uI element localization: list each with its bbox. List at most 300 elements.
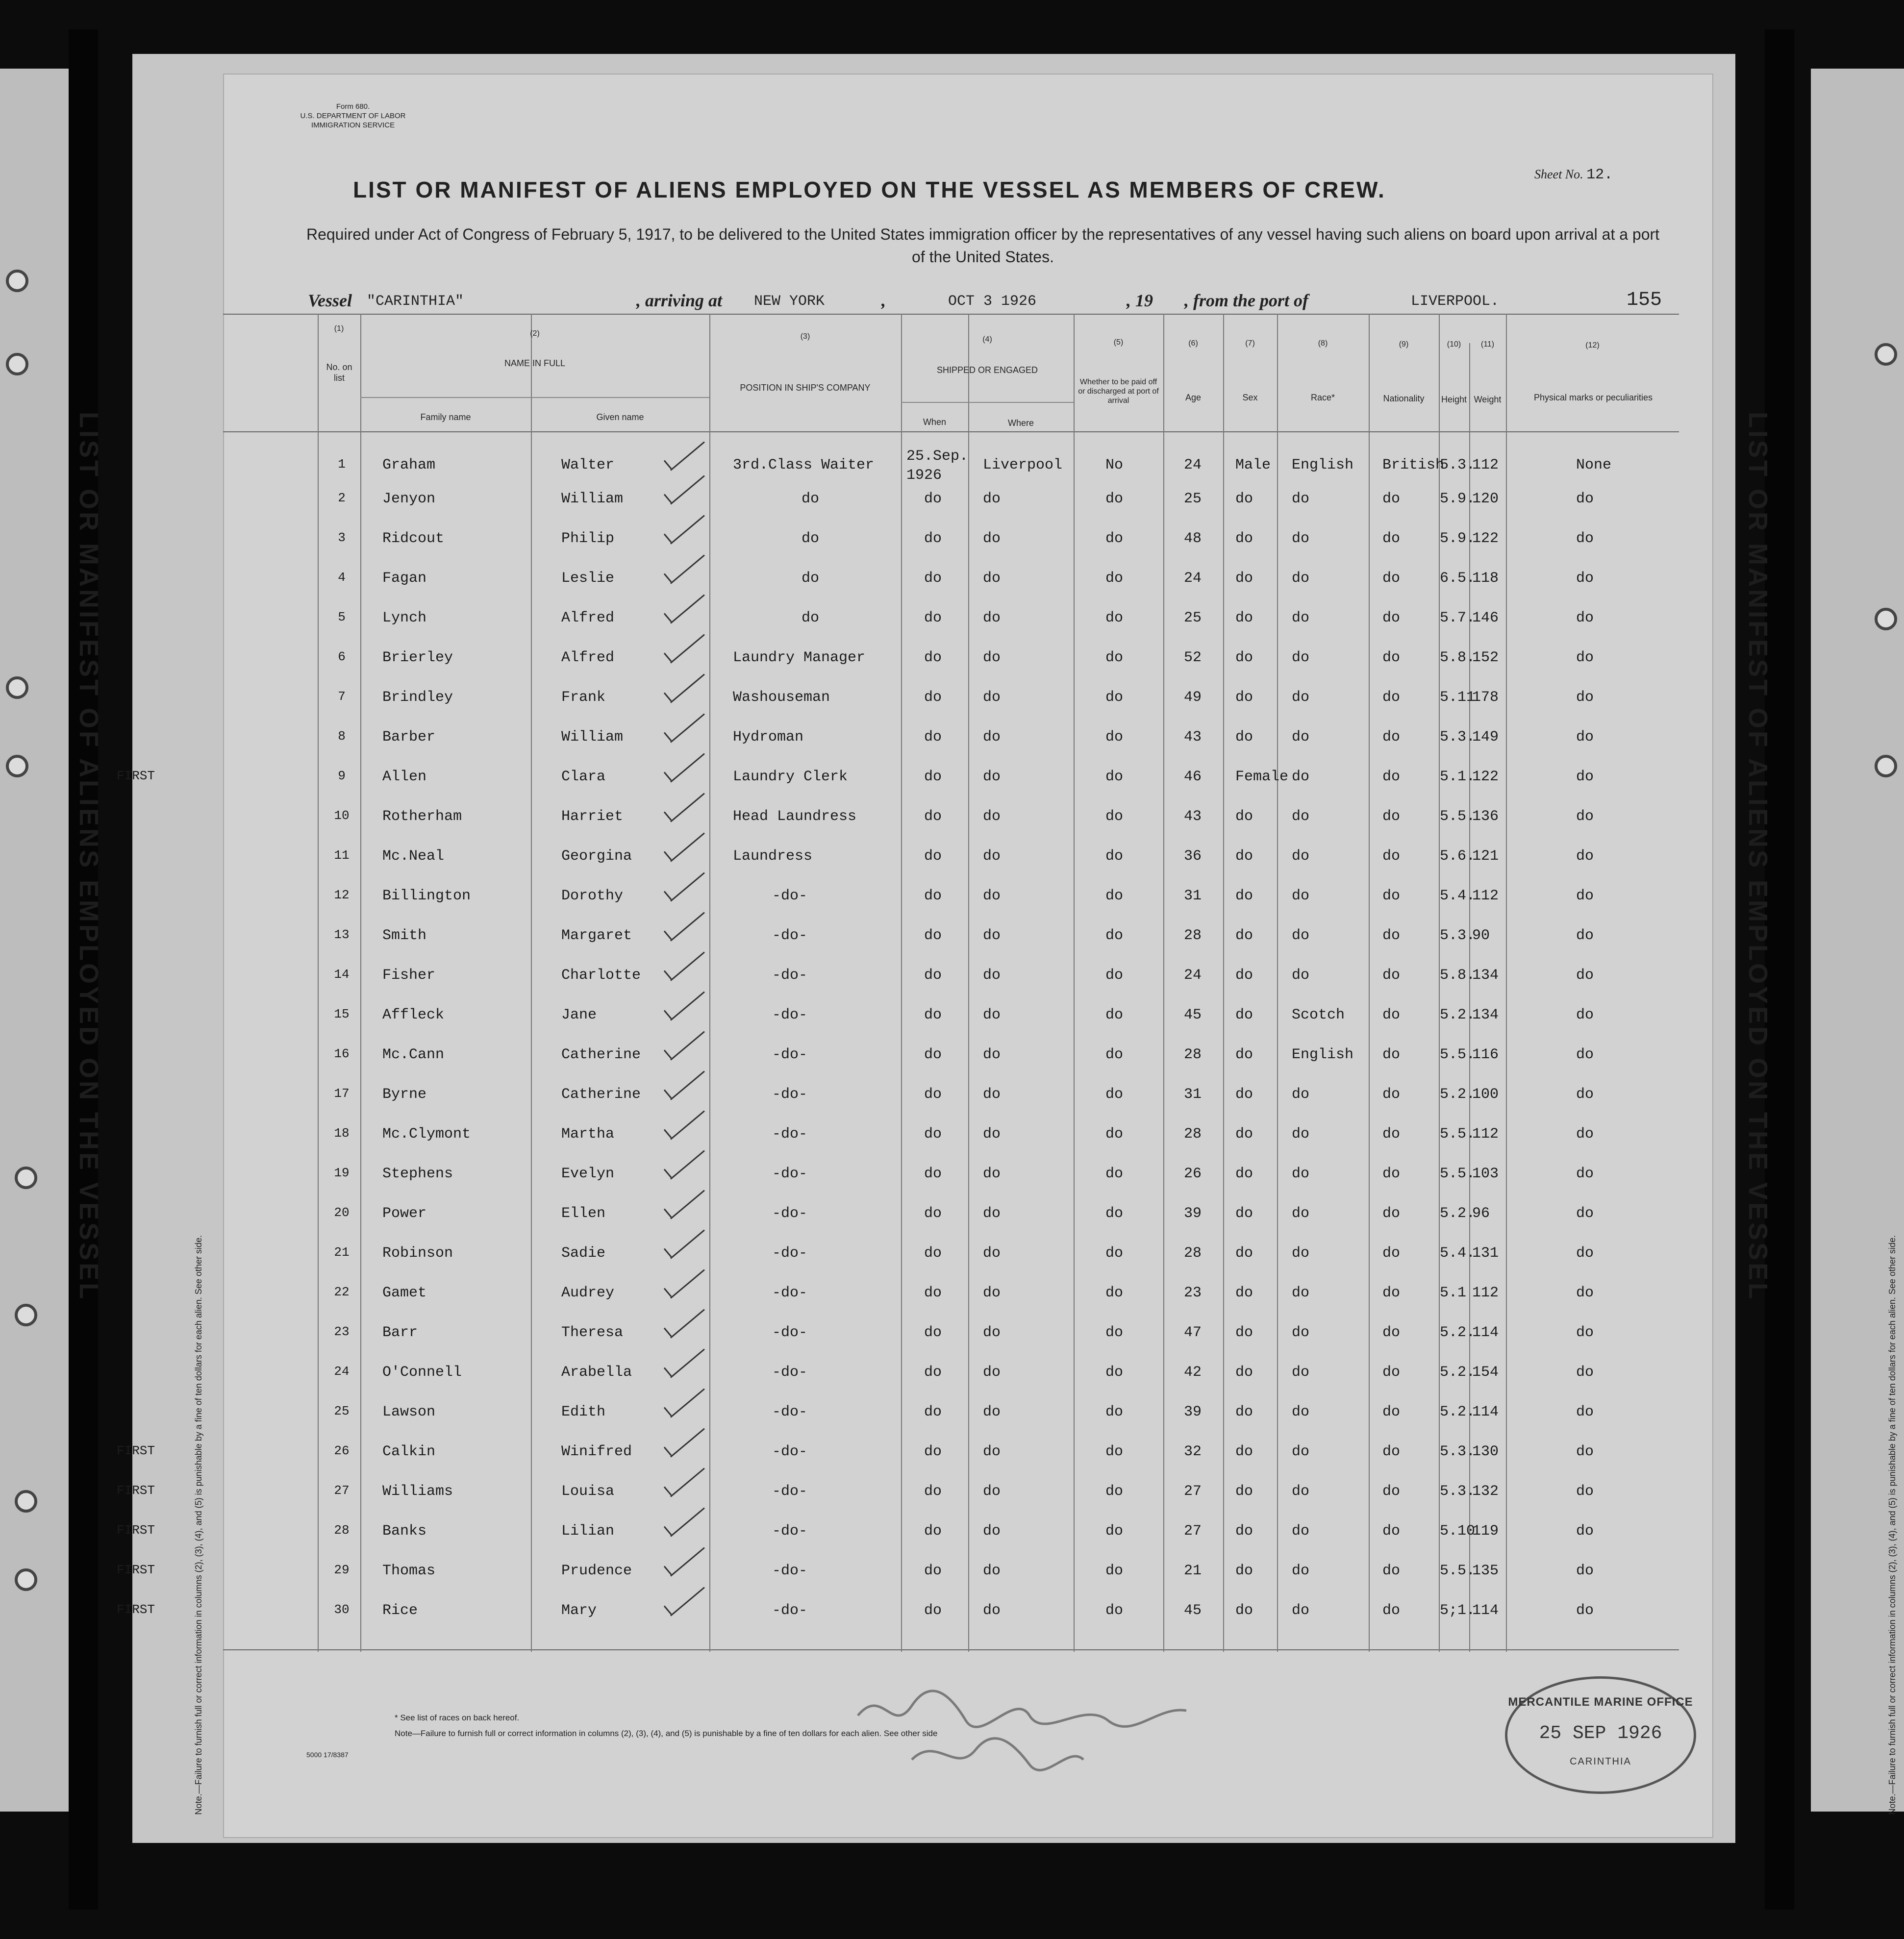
check-mark-icon bbox=[664, 1199, 708, 1222]
paid-off: do bbox=[1105, 927, 1124, 944]
race: do bbox=[1292, 1523, 1310, 1540]
shipped-when: do bbox=[924, 1126, 942, 1143]
margin-note: FIRST bbox=[117, 1523, 155, 1538]
race: do bbox=[1292, 888, 1310, 904]
age: 32 bbox=[1184, 1443, 1202, 1460]
margin-note: FIRST bbox=[117, 1563, 155, 1577]
side-title-right: LIST OR MANIFEST OF ALIENS EMPLOYED ON THE VESSEL bbox=[1743, 412, 1773, 1302]
height: 5.2. bbox=[1440, 1404, 1476, 1420]
shipped-when: do bbox=[924, 1602, 942, 1619]
weight: 112 bbox=[1472, 888, 1499, 904]
shipped-when: do bbox=[924, 1086, 942, 1103]
height: 5.2. bbox=[1440, 1205, 1476, 1222]
given-name: Jane bbox=[561, 1007, 597, 1023]
age: 31 bbox=[1184, 1086, 1202, 1103]
col-header-position: POSITION IN SHIP'S COMPANY bbox=[740, 383, 871, 393]
year-label: , 19 bbox=[1127, 291, 1153, 310]
race: do bbox=[1292, 967, 1310, 984]
weight: 154 bbox=[1472, 1364, 1499, 1381]
side-note-right: Note.—Failure to furnish full or correct information in columns (2), (3), (4), and (5) is punishable by a fine of ten dollars for each alien. See other side. bbox=[1887, 1235, 1897, 1815]
row-number: 14 bbox=[334, 967, 350, 982]
col9-number: (9) bbox=[1399, 340, 1409, 348]
arrival-date: OCT 3 1926 bbox=[948, 293, 1037, 310]
from-label: , from the port of bbox=[1184, 291, 1309, 310]
height: 5.2. bbox=[1440, 1086, 1476, 1103]
physical-marks: do bbox=[1576, 1364, 1594, 1381]
row-number: 8 bbox=[338, 729, 346, 744]
row-number: 28 bbox=[334, 1523, 350, 1538]
col-header-where: Where bbox=[1007, 418, 1034, 428]
nationality: do bbox=[1382, 1324, 1401, 1341]
shipped-where: do bbox=[983, 1126, 1001, 1143]
paid-off: do bbox=[1105, 491, 1124, 507]
check-mark-icon bbox=[664, 1557, 708, 1579]
age: 26 bbox=[1184, 1166, 1202, 1182]
col-header-no: No. on list bbox=[326, 362, 352, 383]
shipped-when: do bbox=[924, 570, 942, 587]
position: do bbox=[802, 570, 820, 587]
physical-marks: do bbox=[1576, 1483, 1594, 1500]
weight: 114 bbox=[1472, 1602, 1499, 1619]
height: 5.4. bbox=[1440, 888, 1476, 904]
row-number: 13 bbox=[334, 927, 350, 942]
nationality: do bbox=[1382, 927, 1401, 944]
shipped-when: do bbox=[924, 1166, 942, 1182]
nationality: do bbox=[1382, 848, 1401, 865]
family-name: Rice bbox=[382, 1602, 418, 1619]
margin-note: FIRST bbox=[117, 1602, 155, 1617]
shipped-where: do bbox=[983, 1046, 1001, 1063]
row-number: 23 bbox=[334, 1324, 350, 1339]
sex: do bbox=[1235, 1324, 1253, 1341]
height: 5.2. bbox=[1440, 1324, 1476, 1341]
given-name: Charlotte bbox=[561, 967, 641, 984]
footer-note-text: —Failure to furnish full or correct information in columns (2), (3), (4), and (5) is punishable by a fine of ten dollars for each alien. See other side bbox=[412, 1729, 938, 1738]
physical-marks: do bbox=[1576, 1563, 1594, 1579]
age: 39 bbox=[1184, 1404, 1202, 1420]
nationality: do bbox=[1382, 888, 1401, 904]
height: 5.2. bbox=[1440, 1007, 1476, 1023]
position: -do- bbox=[772, 888, 808, 904]
stamp-line3: CARINTHIA bbox=[1570, 1756, 1631, 1767]
weight: 114 bbox=[1472, 1324, 1499, 1341]
given-name: Alfred bbox=[561, 610, 615, 626]
paid-off: do bbox=[1105, 888, 1124, 904]
check-mark-icon bbox=[664, 802, 708, 825]
footer-note-label: Note bbox=[395, 1729, 412, 1738]
nationality: do bbox=[1382, 1046, 1401, 1063]
shipped-when: do bbox=[924, 1404, 942, 1420]
sex: do bbox=[1235, 649, 1253, 666]
weight: 130 bbox=[1472, 1443, 1499, 1460]
col4-number: (4) bbox=[982, 335, 992, 344]
col2-number: (2) bbox=[530, 329, 540, 338]
paid-off: do bbox=[1105, 1086, 1124, 1103]
age: 47 bbox=[1184, 1324, 1202, 1341]
physical-marks: do bbox=[1576, 967, 1594, 984]
given-name: Harriet bbox=[561, 808, 624, 825]
col12-number: (12) bbox=[1585, 341, 1600, 349]
race: do bbox=[1292, 1364, 1310, 1381]
height: 5.10 bbox=[1440, 1523, 1476, 1540]
given-name: Edith bbox=[561, 1404, 606, 1420]
col11-number: (11) bbox=[1480, 340, 1495, 348]
shipped-where: do bbox=[983, 729, 1001, 746]
shipped-where: do bbox=[983, 1523, 1001, 1540]
position: 3rd.Class Waiter bbox=[733, 457, 875, 473]
position: Laundry Manager bbox=[733, 649, 866, 666]
sex: do bbox=[1235, 1523, 1253, 1540]
physical-marks: do bbox=[1576, 1166, 1594, 1182]
position: -do- bbox=[772, 1166, 808, 1182]
check-mark-icon bbox=[664, 723, 708, 746]
shipped-when: do bbox=[924, 1324, 942, 1341]
race: do bbox=[1292, 1245, 1310, 1262]
age: 24 bbox=[1184, 967, 1202, 984]
race: do bbox=[1292, 570, 1310, 587]
sex: do bbox=[1235, 1602, 1253, 1619]
nationality: do bbox=[1382, 1563, 1401, 1579]
row-number: 20 bbox=[334, 1205, 350, 1220]
height: 5.9. bbox=[1440, 491, 1476, 507]
shipped-where: do bbox=[983, 1324, 1001, 1341]
left-neighbor-page bbox=[0, 69, 69, 1812]
position: Hydroman bbox=[733, 729, 804, 746]
family-name: Allen bbox=[382, 769, 427, 785]
shipped-when: do bbox=[924, 1007, 942, 1023]
sex: do bbox=[1235, 570, 1253, 587]
nationality: do bbox=[1382, 1483, 1401, 1500]
given-name: Alfred bbox=[561, 649, 615, 666]
sex: do bbox=[1235, 729, 1253, 746]
shipped-when: do bbox=[924, 967, 942, 984]
weight: 112 bbox=[1472, 1126, 1499, 1143]
nationality: do bbox=[1382, 1166, 1401, 1182]
stamp-date: 25 SEP 1926 bbox=[1539, 1723, 1662, 1744]
given-name: Audrey bbox=[561, 1285, 615, 1301]
sex: Female bbox=[1235, 769, 1289, 785]
weight: 132 bbox=[1472, 1483, 1499, 1500]
position: do bbox=[802, 491, 820, 507]
family-name: Brierley bbox=[382, 649, 453, 666]
sex: do bbox=[1235, 1364, 1253, 1381]
race: do bbox=[1292, 1166, 1310, 1182]
shipped-when: do bbox=[924, 888, 942, 904]
check-mark-icon bbox=[664, 842, 708, 865]
nationality: do bbox=[1382, 491, 1401, 507]
nationality: do bbox=[1382, 530, 1401, 547]
race: do bbox=[1292, 689, 1310, 706]
physical-marks: do bbox=[1576, 1285, 1594, 1301]
given-name: Catherine bbox=[561, 1086, 641, 1103]
paid-off: do bbox=[1105, 1563, 1124, 1579]
race: do bbox=[1292, 1404, 1310, 1420]
nationality: do bbox=[1382, 1602, 1401, 1619]
height: 5.5. bbox=[1440, 1046, 1476, 1063]
margin-note: FIRST bbox=[117, 1443, 155, 1458]
col-header-weight: Weight bbox=[1474, 395, 1502, 404]
family-name: Robinson bbox=[382, 1245, 453, 1262]
weight: 114 bbox=[1472, 1404, 1499, 1420]
nationality: do bbox=[1382, 769, 1401, 785]
shipped-where: do bbox=[983, 1364, 1001, 1381]
sex: do bbox=[1235, 1126, 1253, 1143]
col-header-sex: Sex bbox=[1242, 393, 1258, 402]
row-number: 7 bbox=[338, 689, 346, 704]
race: do bbox=[1292, 1324, 1310, 1341]
given-name: Dorothy bbox=[561, 888, 624, 904]
position: -do- bbox=[772, 1364, 808, 1381]
sex: do bbox=[1235, 491, 1253, 507]
shipped-where: do bbox=[983, 1443, 1001, 1460]
col10-number: (10) bbox=[1447, 340, 1461, 348]
race: do bbox=[1292, 610, 1310, 626]
weight: 120 bbox=[1472, 491, 1499, 507]
age: 24 bbox=[1184, 457, 1202, 473]
family-name: Stephens bbox=[382, 1166, 453, 1182]
family-name: Barber bbox=[382, 729, 436, 746]
sheet-value: 12. bbox=[1586, 167, 1613, 183]
row-number: 21 bbox=[334, 1245, 350, 1260]
punch-hole bbox=[15, 1167, 37, 1189]
nationality: do bbox=[1382, 1443, 1401, 1460]
row-number: 2 bbox=[338, 491, 346, 505]
shipped-when: do bbox=[924, 610, 942, 626]
height: 5.5. bbox=[1440, 808, 1476, 825]
race: do bbox=[1292, 1483, 1310, 1500]
physical-marks: do bbox=[1576, 808, 1594, 825]
weight: 96 bbox=[1472, 1205, 1490, 1222]
row-number: 19 bbox=[334, 1166, 350, 1180]
check-mark-icon bbox=[664, 1477, 708, 1500]
physical-marks: do bbox=[1576, 689, 1594, 706]
shipped-where: do bbox=[983, 610, 1001, 626]
sex: do bbox=[1235, 1205, 1253, 1222]
row-number: 15 bbox=[334, 1007, 350, 1021]
shipped-when: do bbox=[924, 927, 942, 944]
check-mark-icon bbox=[664, 882, 708, 904]
given-name: Louisa bbox=[561, 1483, 615, 1500]
physical-marks: do bbox=[1576, 1443, 1594, 1460]
shipped-when: do bbox=[924, 1245, 942, 1262]
family-name: Mc.Clymont bbox=[382, 1126, 471, 1143]
sex: do bbox=[1235, 1007, 1253, 1023]
page-number: 155 bbox=[1627, 289, 1662, 311]
sex: do bbox=[1235, 1483, 1253, 1500]
shipped-where: do bbox=[983, 1483, 1001, 1500]
document-title: LIST OR MANIFEST OF ALIENS EMPLOYED ON THE VESSEL AS MEMBERS OF CREW. bbox=[353, 177, 1386, 202]
height: 5.3. bbox=[1440, 457, 1476, 473]
height: 5.9. bbox=[1440, 530, 1476, 547]
race: do bbox=[1292, 530, 1310, 547]
height: 5.7. bbox=[1440, 610, 1476, 626]
race: do bbox=[1292, 1285, 1310, 1301]
age: 43 bbox=[1184, 729, 1202, 746]
position: Laundry Clerk bbox=[733, 769, 848, 785]
position: -do- bbox=[772, 1324, 808, 1341]
position: Laundress bbox=[733, 848, 813, 865]
first-when-line1: 25.Sep. bbox=[906, 448, 969, 465]
row-number: 16 bbox=[334, 1046, 350, 1061]
shipped-where: do bbox=[983, 1602, 1001, 1619]
shipped-where: do bbox=[983, 491, 1001, 507]
age: 25 bbox=[1184, 491, 1202, 507]
shipped-where: do bbox=[983, 1166, 1001, 1182]
arriving-label: , arriving at bbox=[636, 291, 723, 310]
given-name: Martha bbox=[561, 1126, 615, 1143]
height: 5.4. bbox=[1440, 1245, 1476, 1262]
row-number: 11 bbox=[334, 848, 350, 863]
family-name: Williams bbox=[382, 1483, 453, 1500]
physical-marks: do bbox=[1576, 491, 1594, 507]
race: do bbox=[1292, 1086, 1310, 1103]
nationality: do bbox=[1382, 1404, 1401, 1420]
position: -do- bbox=[772, 927, 808, 944]
nationality: do bbox=[1382, 1086, 1401, 1103]
given-name: Lilian bbox=[561, 1523, 615, 1540]
physical-marks: do bbox=[1576, 1007, 1594, 1023]
stamp-line1: MERCANTILE MARINE OFFICE bbox=[1508, 1695, 1693, 1709]
family-name: Fisher bbox=[382, 967, 436, 984]
given-name: Philip bbox=[561, 530, 615, 547]
col-header-paid: Whether to be paid off or discharged at port of arrival bbox=[1078, 378, 1159, 405]
check-mark-icon bbox=[664, 1517, 708, 1540]
weight: 112 bbox=[1472, 1285, 1499, 1301]
from-port: LIVERPOOL. bbox=[1411, 293, 1500, 310]
races-footnote: * See list of races on back hereof. bbox=[395, 1713, 520, 1722]
col3-number: (3) bbox=[800, 332, 810, 341]
sex: do bbox=[1235, 967, 1253, 984]
paid-off: do bbox=[1105, 570, 1124, 587]
shipped-when: do bbox=[924, 689, 942, 706]
age: 28 bbox=[1184, 927, 1202, 944]
sex: do bbox=[1235, 808, 1253, 825]
punch-hole bbox=[1875, 608, 1897, 630]
check-mark-icon bbox=[664, 1279, 708, 1301]
height: 5.3. bbox=[1440, 927, 1476, 944]
given-name: Georgina bbox=[561, 848, 632, 865]
sex: do bbox=[1235, 1245, 1253, 1262]
row-number: 24 bbox=[334, 1364, 350, 1379]
given-name: Leslie bbox=[561, 570, 615, 587]
physical-marks: do bbox=[1576, 1046, 1594, 1063]
form-line: IMMIGRATION SERVICE bbox=[311, 121, 395, 129]
age: 27 bbox=[1184, 1523, 1202, 1540]
age: 36 bbox=[1184, 848, 1202, 865]
shipped-when: do bbox=[924, 808, 942, 825]
shipped-where: do bbox=[983, 1285, 1001, 1301]
col5-number: (5) bbox=[1113, 338, 1124, 347]
race: do bbox=[1292, 848, 1310, 865]
check-mark-icon bbox=[664, 564, 708, 587]
family-name: O'Connell bbox=[382, 1364, 462, 1381]
sex: Male bbox=[1235, 457, 1271, 473]
nationality: do bbox=[1382, 1126, 1401, 1143]
given-name: Clara bbox=[561, 769, 606, 785]
physical-marks: do bbox=[1576, 1205, 1594, 1222]
shipped-when: do bbox=[924, 530, 942, 547]
sheet-number bbox=[1534, 167, 1613, 183]
physical-marks: do bbox=[1576, 1126, 1594, 1143]
col-header-when: When bbox=[923, 417, 947, 427]
col-header-marks: Physical marks or peculiarities bbox=[1533, 393, 1653, 402]
age: 45 bbox=[1184, 1007, 1202, 1023]
shipped-where: do bbox=[983, 848, 1001, 865]
age: 31 bbox=[1184, 888, 1202, 904]
handwritten-signature bbox=[853, 1676, 1196, 1784]
physical-marks: do bbox=[1576, 848, 1594, 865]
check-mark-icon bbox=[664, 604, 708, 626]
paid-off: do bbox=[1105, 1324, 1124, 1341]
weight: 131 bbox=[1472, 1245, 1499, 1262]
punch-hole bbox=[1875, 343, 1897, 366]
shipped-where: do bbox=[983, 570, 1001, 587]
check-mark-icon bbox=[664, 1358, 708, 1381]
given-name: William bbox=[561, 729, 624, 746]
given-name: Winifred bbox=[561, 1443, 632, 1460]
document-subtitle: Required under Act of Congress of February 5, 1917, to be delivered to the United States immigration officer by the representatives of any vessel having such aliens on board upon arrival at a port of the United States. bbox=[306, 225, 1660, 266]
family-name: Power bbox=[382, 1205, 427, 1222]
paid-off: do bbox=[1105, 729, 1124, 746]
weight: 90 bbox=[1472, 927, 1490, 944]
given-name: Sadie bbox=[561, 1245, 606, 1262]
weight: 121 bbox=[1472, 848, 1499, 865]
weight: 103 bbox=[1472, 1166, 1499, 1182]
sex: do bbox=[1235, 1443, 1253, 1460]
age: 28 bbox=[1184, 1046, 1202, 1063]
arriving-port: NEW YORK bbox=[754, 293, 825, 310]
physical-marks: do bbox=[1576, 1523, 1594, 1540]
family-name: Brindley bbox=[382, 689, 453, 706]
paid-off: do bbox=[1105, 1523, 1124, 1540]
position: -do- bbox=[772, 1245, 808, 1262]
row-number: 9 bbox=[338, 769, 346, 783]
race: English bbox=[1292, 457, 1354, 473]
height: 5.3. bbox=[1440, 729, 1476, 746]
physical-marks: do bbox=[1576, 769, 1594, 785]
age: 28 bbox=[1184, 1245, 1202, 1262]
punch-hole bbox=[15, 1304, 37, 1326]
height: 5.1 bbox=[1440, 1285, 1467, 1301]
side-title-left: LIST OR MANIFEST OF ALIENS EMPLOYED ON THE VESSEL bbox=[74, 412, 103, 1302]
shipped-when: do bbox=[924, 1523, 942, 1540]
paid-off: do bbox=[1105, 1245, 1124, 1262]
shipped-when: do bbox=[924, 729, 942, 746]
paid-off: do bbox=[1105, 610, 1124, 626]
age: 27 bbox=[1184, 1483, 1202, 1500]
sex: do bbox=[1235, 1404, 1253, 1420]
paid-off: do bbox=[1105, 689, 1124, 706]
physical-marks: do bbox=[1576, 1602, 1594, 1619]
position: -do- bbox=[772, 1046, 808, 1063]
shipped-where: do bbox=[983, 1404, 1001, 1420]
height: 5.5. bbox=[1440, 1563, 1476, 1579]
row-number: 10 bbox=[334, 808, 350, 823]
paid-off: do bbox=[1105, 848, 1124, 865]
check-mark-icon bbox=[664, 451, 708, 473]
race: do bbox=[1292, 769, 1310, 785]
given-name: William bbox=[561, 491, 624, 507]
paid-off: do bbox=[1105, 1602, 1124, 1619]
nationality: do bbox=[1382, 1364, 1401, 1381]
shipped-where: do bbox=[983, 530, 1001, 547]
check-mark-icon bbox=[664, 921, 708, 944]
nationality: do bbox=[1382, 1245, 1401, 1262]
row-number: 12 bbox=[334, 888, 350, 902]
check-mark-icon bbox=[664, 1001, 708, 1023]
family-name: Graham bbox=[382, 457, 436, 473]
shipped-where: Liverpool bbox=[983, 457, 1063, 473]
